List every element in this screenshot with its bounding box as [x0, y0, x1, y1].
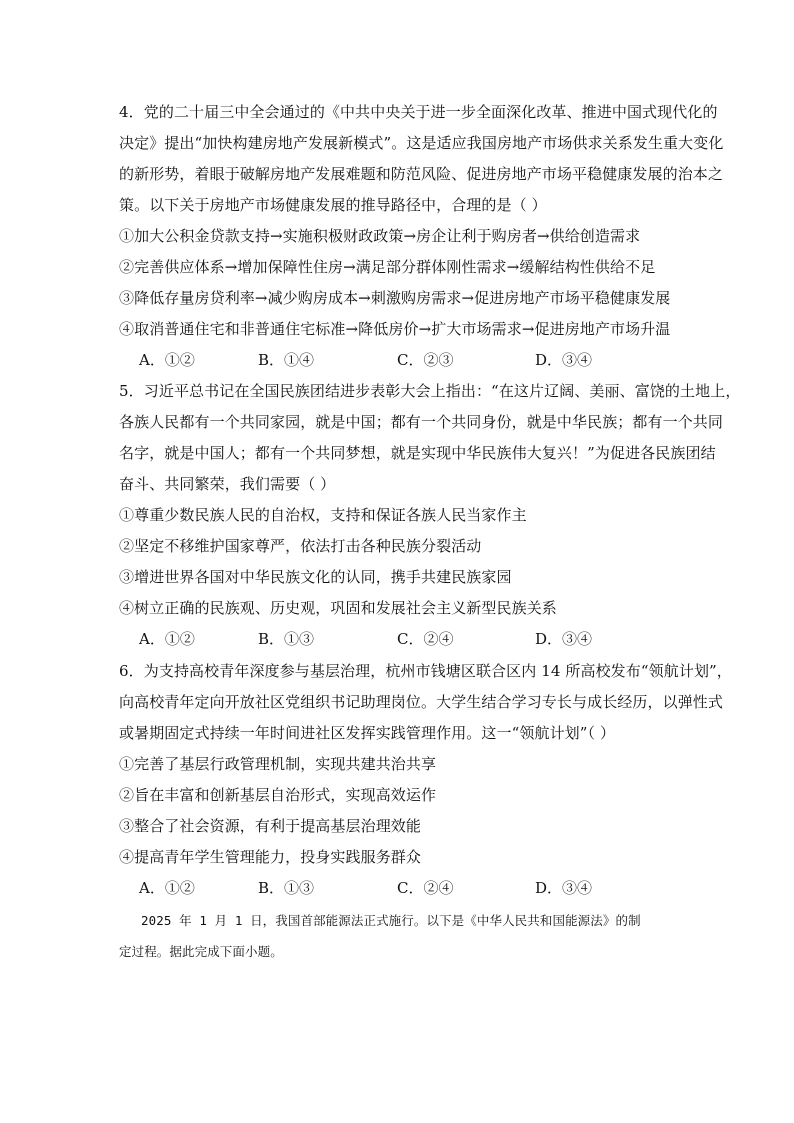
question-5-option-2: ②坚定不移维护国家尊严，依法打击各种民族分裂活动: [119, 537, 482, 555]
question-4-stem-line-3: 的新形势，着眼于破解房地产发展难题和防范风险、促进房地产市场平稳健康发展的治本之: [119, 165, 724, 183]
question-4-stem-line-2: 决定》提出“加快构建房地产发展新模式”。这是适应我国房地产市场供求关系发生重大变化: [119, 134, 724, 152]
question-5-choices: [119, 624, 679, 655]
question-5-option-4: ④树立正确的民族观、历史观，巩固和发展社会主义新型民族关系: [119, 599, 557, 617]
choice-d[interactable]: D．③④: [535, 351, 593, 369]
question-5: [119, 376, 741, 655]
material-passage: [119, 905, 679, 967]
question-4-option-4: ④取消普通住宅和非普通住宅标准→降低房价→扩大市场需求→促进房地产市场升温: [119, 320, 671, 338]
material-line-2: 定过程。据此完成下面小题。: [119, 944, 283, 959]
question-4-stem-line-1: 4．党的二十届三中全会通过的《中共中央关于进一步全面深化改革、推进中国式现代化的: [119, 103, 718, 121]
choice-d[interactable]: D．③④: [535, 630, 593, 648]
question-4-option-2: ②完善供应体系→增加保障性住房→满足部分群体刚性需求→缓解结构性供给不足: [119, 258, 656, 276]
question-6-option-2: ②旨在丰富和创新基层自治形式，实现高效运作: [119, 786, 437, 804]
question-6-stem-line-3: 或暑期固定式持续一年时间进社区发挥实践管理作用。这一“领航计划”（ ）: [119, 724, 616, 742]
question-4-option-3: ③降低存量房贷利率→减少购房成本→刺激购房需求→促进房地产市场平稳健康发展: [119, 289, 671, 307]
question-6-option-4: ④提高青年学生管理能力，投身实践服务群众: [119, 848, 422, 866]
question-4-choices: [119, 345, 679, 376]
material-line-1: 2025 年 1 月 1 日，我国首部能源法正式施行。以下是《中华人民共和国能源法》的制: [141, 913, 641, 928]
question-4-option-1: ①加大公积金贷款支持→实施积极财政政策→房企让利于购房者→供给创造需求: [119, 227, 641, 245]
choice-c[interactable]: C．②④: [397, 630, 454, 648]
question-5-option-1: ①尊重少数民族人民的自治权，支持和保证各族人民当家作主: [119, 506, 527, 524]
question-5-stem-line-3: 名字，就是中国人；都有一个共同梦想，就是实现中华民族伟大复兴！”为促进各民族团结: [119, 444, 716, 462]
question-6-option-3: ③整合了社会资源，有利于提高基层治理效能: [119, 817, 422, 835]
question-6: [119, 656, 732, 904]
choice-c[interactable]: C．②③: [397, 351, 454, 369]
question-5-stem-line-1: 5．习近平总书记在全国民族团结进步表彰大会上指出：“在这片辽阔、美丽、富饶的土地上，: [119, 382, 741, 400]
choice-a[interactable]: A．①②: [139, 879, 195, 897]
question-5-option-3: ③增进世界各国对中华民族文化的认同，携手共建民族家园: [119, 568, 512, 586]
question-5-stem-line-4: 奋斗、共同繁荣，我们需要（ ）: [119, 475, 336, 493]
question-4: [119, 97, 724, 376]
question-6-stem-line-2: 向高校青年定向开放社区党组织书记助理岗位。大学生结合学习专长与成长经历，以弹性式: [119, 693, 724, 711]
question-5-stem-line-2: 各族人民都有一个共同家园，就是中国；都有一个共同身份，就是中华民族；都有一个共同: [119, 413, 724, 431]
choice-a[interactable]: A．①②: [139, 630, 195, 648]
question-6-choices: [119, 873, 679, 904]
choice-a[interactable]: A．①②: [139, 351, 195, 369]
choice-d[interactable]: D．③④: [535, 879, 593, 897]
choice-b[interactable]: B．①③: [258, 879, 315, 897]
choice-c[interactable]: C．②④: [397, 879, 454, 897]
question-4-stem-line-4: 策。以下关于房地产市场健康发展的推导路径中，合理的是（ ）: [119, 196, 547, 214]
question-6-stem-line-1: 6．为支持高校青年深度参与基层治理，杭州市钱塘区联合区内 14 所高校发布“领航计划”，: [119, 662, 732, 680]
question-6-option-1: ①完善了基层行政管理机制，实现共建共治共享: [119, 755, 437, 773]
choice-b[interactable]: B．①④: [258, 351, 315, 369]
choice-b[interactable]: B．①③: [258, 630, 315, 648]
